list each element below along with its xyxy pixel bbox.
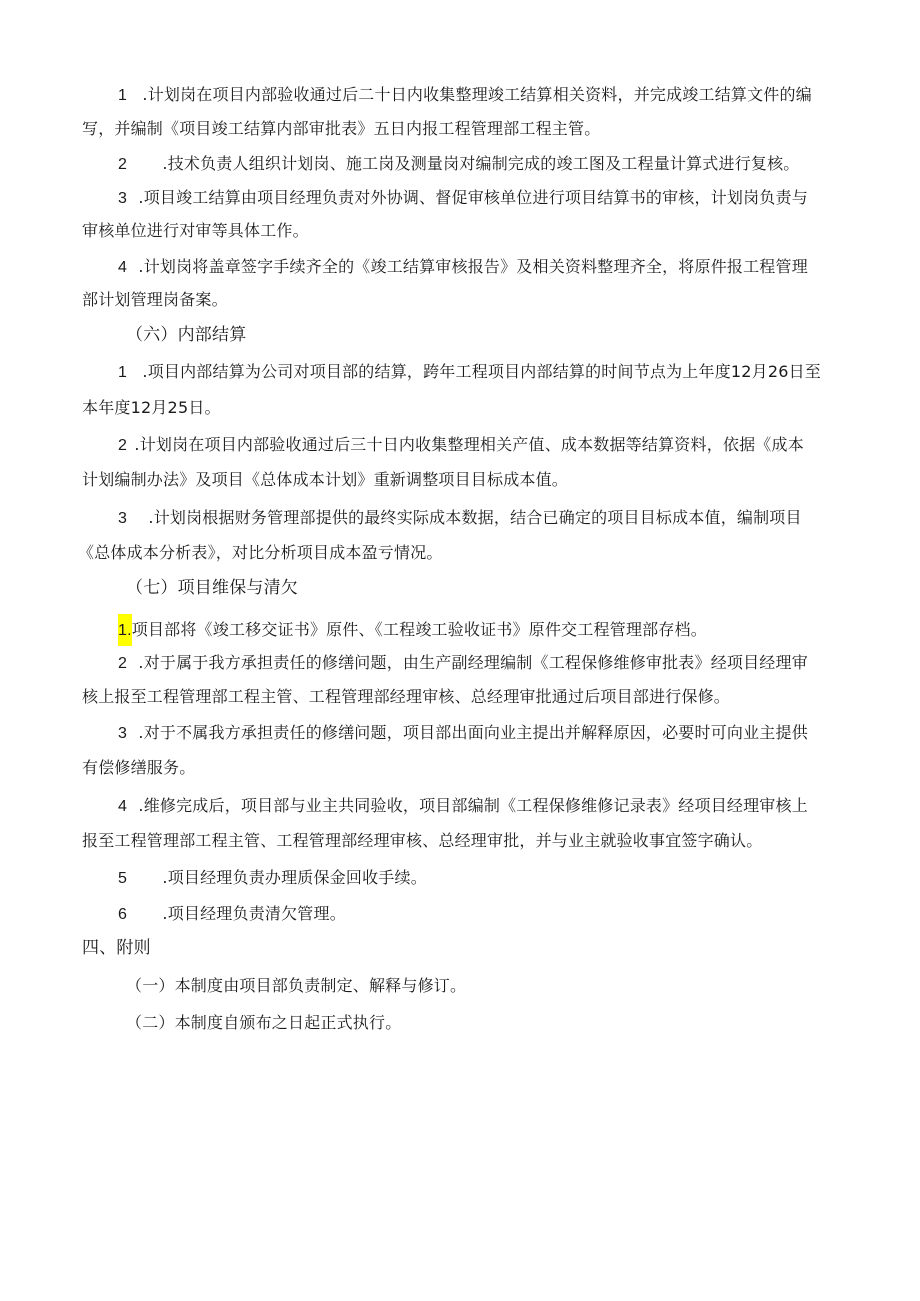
s7-item4-text2: 报至工程管理部工程主管、工程管理部经理审核、总经理审批，并与业主就验收事宜签字确认。: [82, 831, 763, 850]
s4-item1: （一）本制度由项目部负责制定、解释与修订。: [126, 976, 467, 995]
s5-item4-text2: 部计划管理岗备案。: [82, 290, 228, 309]
s6-item3-line1: [118, 507, 802, 530]
s6-item1-text2: 本年度12月25日。: [82, 398, 221, 417]
s5-item4-num: 4: [118, 259, 128, 276]
s5-item3-line2: [82, 220, 309, 242]
s7-item4-num: 4: [118, 798, 128, 815]
s7-item3-text2: 有偿修缮服务。: [82, 758, 196, 777]
s7-item2-line1: [118, 652, 808, 675]
s7-item6-text1: .项目经理负责清欠管理。: [162, 904, 346, 923]
s7-item4-text1: .维修完成后，项目部与业主共同验收，项目部编制《工程保修维修记录表》经项目经理审核上: [138, 796, 808, 815]
section4-heading: 四、附则: [82, 938, 151, 958]
s6-item3-num: 3: [118, 510, 128, 527]
s7-item3-line2: [82, 757, 195, 779]
s5-item1-text2: 写，并编制《项目竣工结算内部审批表》五日内报工程管理部工程主管。: [82, 119, 601, 138]
s7-item2-text2: 核上报至工程管理部工程主管、工程管理部经理审核、总经理审批通过后项目部进行保修。: [82, 687, 731, 706]
s7-item4-line2: [82, 830, 762, 852]
s7-item6-line1: [118, 903, 346, 926]
s6-item1-text1: .项目内部结算为公司对项目部的结算，跨年工程项目内部结算的时间节点为上年度12月26日至: [142, 362, 822, 381]
s7-item4-line1: [118, 795, 808, 818]
s5-item3-text2: 审核单位进行对审等具体工作。: [82, 221, 309, 240]
s7-item5-text1: .项目经理负责办理质保金回收手续。: [162, 868, 427, 887]
s7-item3-line1: [118, 722, 808, 745]
section7-heading: （七）项目维保与清欠: [126, 578, 298, 598]
s5-item1-line2: [82, 118, 600, 140]
s5-item2-text1: .技术负责人组织计划岗、施工岗及测量岗对编制完成的竣工图及工程量计算式进行复核。: [162, 154, 800, 173]
s6-item1-num: 1: [118, 364, 128, 381]
s5-item2-line1: [118, 153, 800, 176]
s6-item3-line2: [78, 542, 443, 564]
s6-item2-line1: [118, 434, 804, 457]
s5-item1-text1: .计划岗在项目内部验收通过后二十日内收集整理竣工结算相关资料，并完成竣工结算文件的编: [142, 85, 812, 104]
s6-item2-num: 2: [118, 437, 128, 454]
s5-item4-text1: .计划岗将盖章签字手续齐全的《竣工结算审核报告》及相关资料整理齐全，将原件报工程管理: [138, 257, 808, 276]
s6-item3-text1: .计划岗根据财务管理部提供的最终实际成本数据，结合已确定的项目目标成本值，编制项目: [148, 508, 802, 527]
s7-item2-line2: [82, 686, 730, 708]
s5-item3-text1: .项目竣工结算由项目经理负责对外协调、督促审核单位进行项目结算书的审核，计划岗负责与: [138, 188, 808, 207]
s5-item3-num: 3: [118, 190, 128, 207]
section6-heading: （六）内部结算: [126, 325, 247, 345]
s6-item2-line2: [82, 469, 568, 491]
s5-item2-num: 2: [118, 156, 128, 173]
s6-item2-text2: 计划编制办法》及项目《总体成本计划》重新调整项目目标成本值。: [82, 470, 569, 489]
s5-item1-num: 1: [118, 87, 128, 104]
s5-item3-line1: [118, 187, 808, 210]
s7-item1-num: 1.: [118, 614, 132, 646]
s6-item1-line1: [118, 361, 821, 384]
s7-item2-text1: .对于属于我方承担责任的修缮问题，由生产副经理编制《工程保修维修审批表》经项目经理审: [138, 653, 808, 672]
s6-item2-text1: .计划岗在项目内部验收通过后三十日内收集整理相关产值、成本数据等结算资料，依据《成本: [134, 435, 804, 454]
s6-item3-text2: 《总体成本分析表》，对比分析项目成本盈亏情况。: [78, 543, 443, 562]
s7-item3-text1: .对于不属我方承担责任的修缮问题，项目部出面向业主提出并解释原因，必要时可向业主提供: [138, 723, 808, 742]
s7-item5-num: 5: [118, 870, 128, 887]
s6-item1-line2: [82, 397, 221, 419]
s5-item4-line1: [118, 256, 808, 279]
s7-item6-num: 6: [118, 906, 128, 923]
s5-item4-line2: [82, 289, 228, 311]
s7-item1-line1: [118, 614, 707, 646]
s5-item1-line1: [118, 84, 812, 107]
s7-item5-line1: [118, 867, 427, 890]
s7-item3-num: 3: [118, 725, 128, 742]
s4-item2: （二）本制度自颁布之日起正式执行。: [126, 1013, 402, 1032]
s7-item2-num: 2: [118, 655, 128, 672]
s7-item1-text1: 项目部将《竣工移交证书》原件、《工程竣工验收证书》原件交工程管理部存档。: [131, 620, 707, 639]
